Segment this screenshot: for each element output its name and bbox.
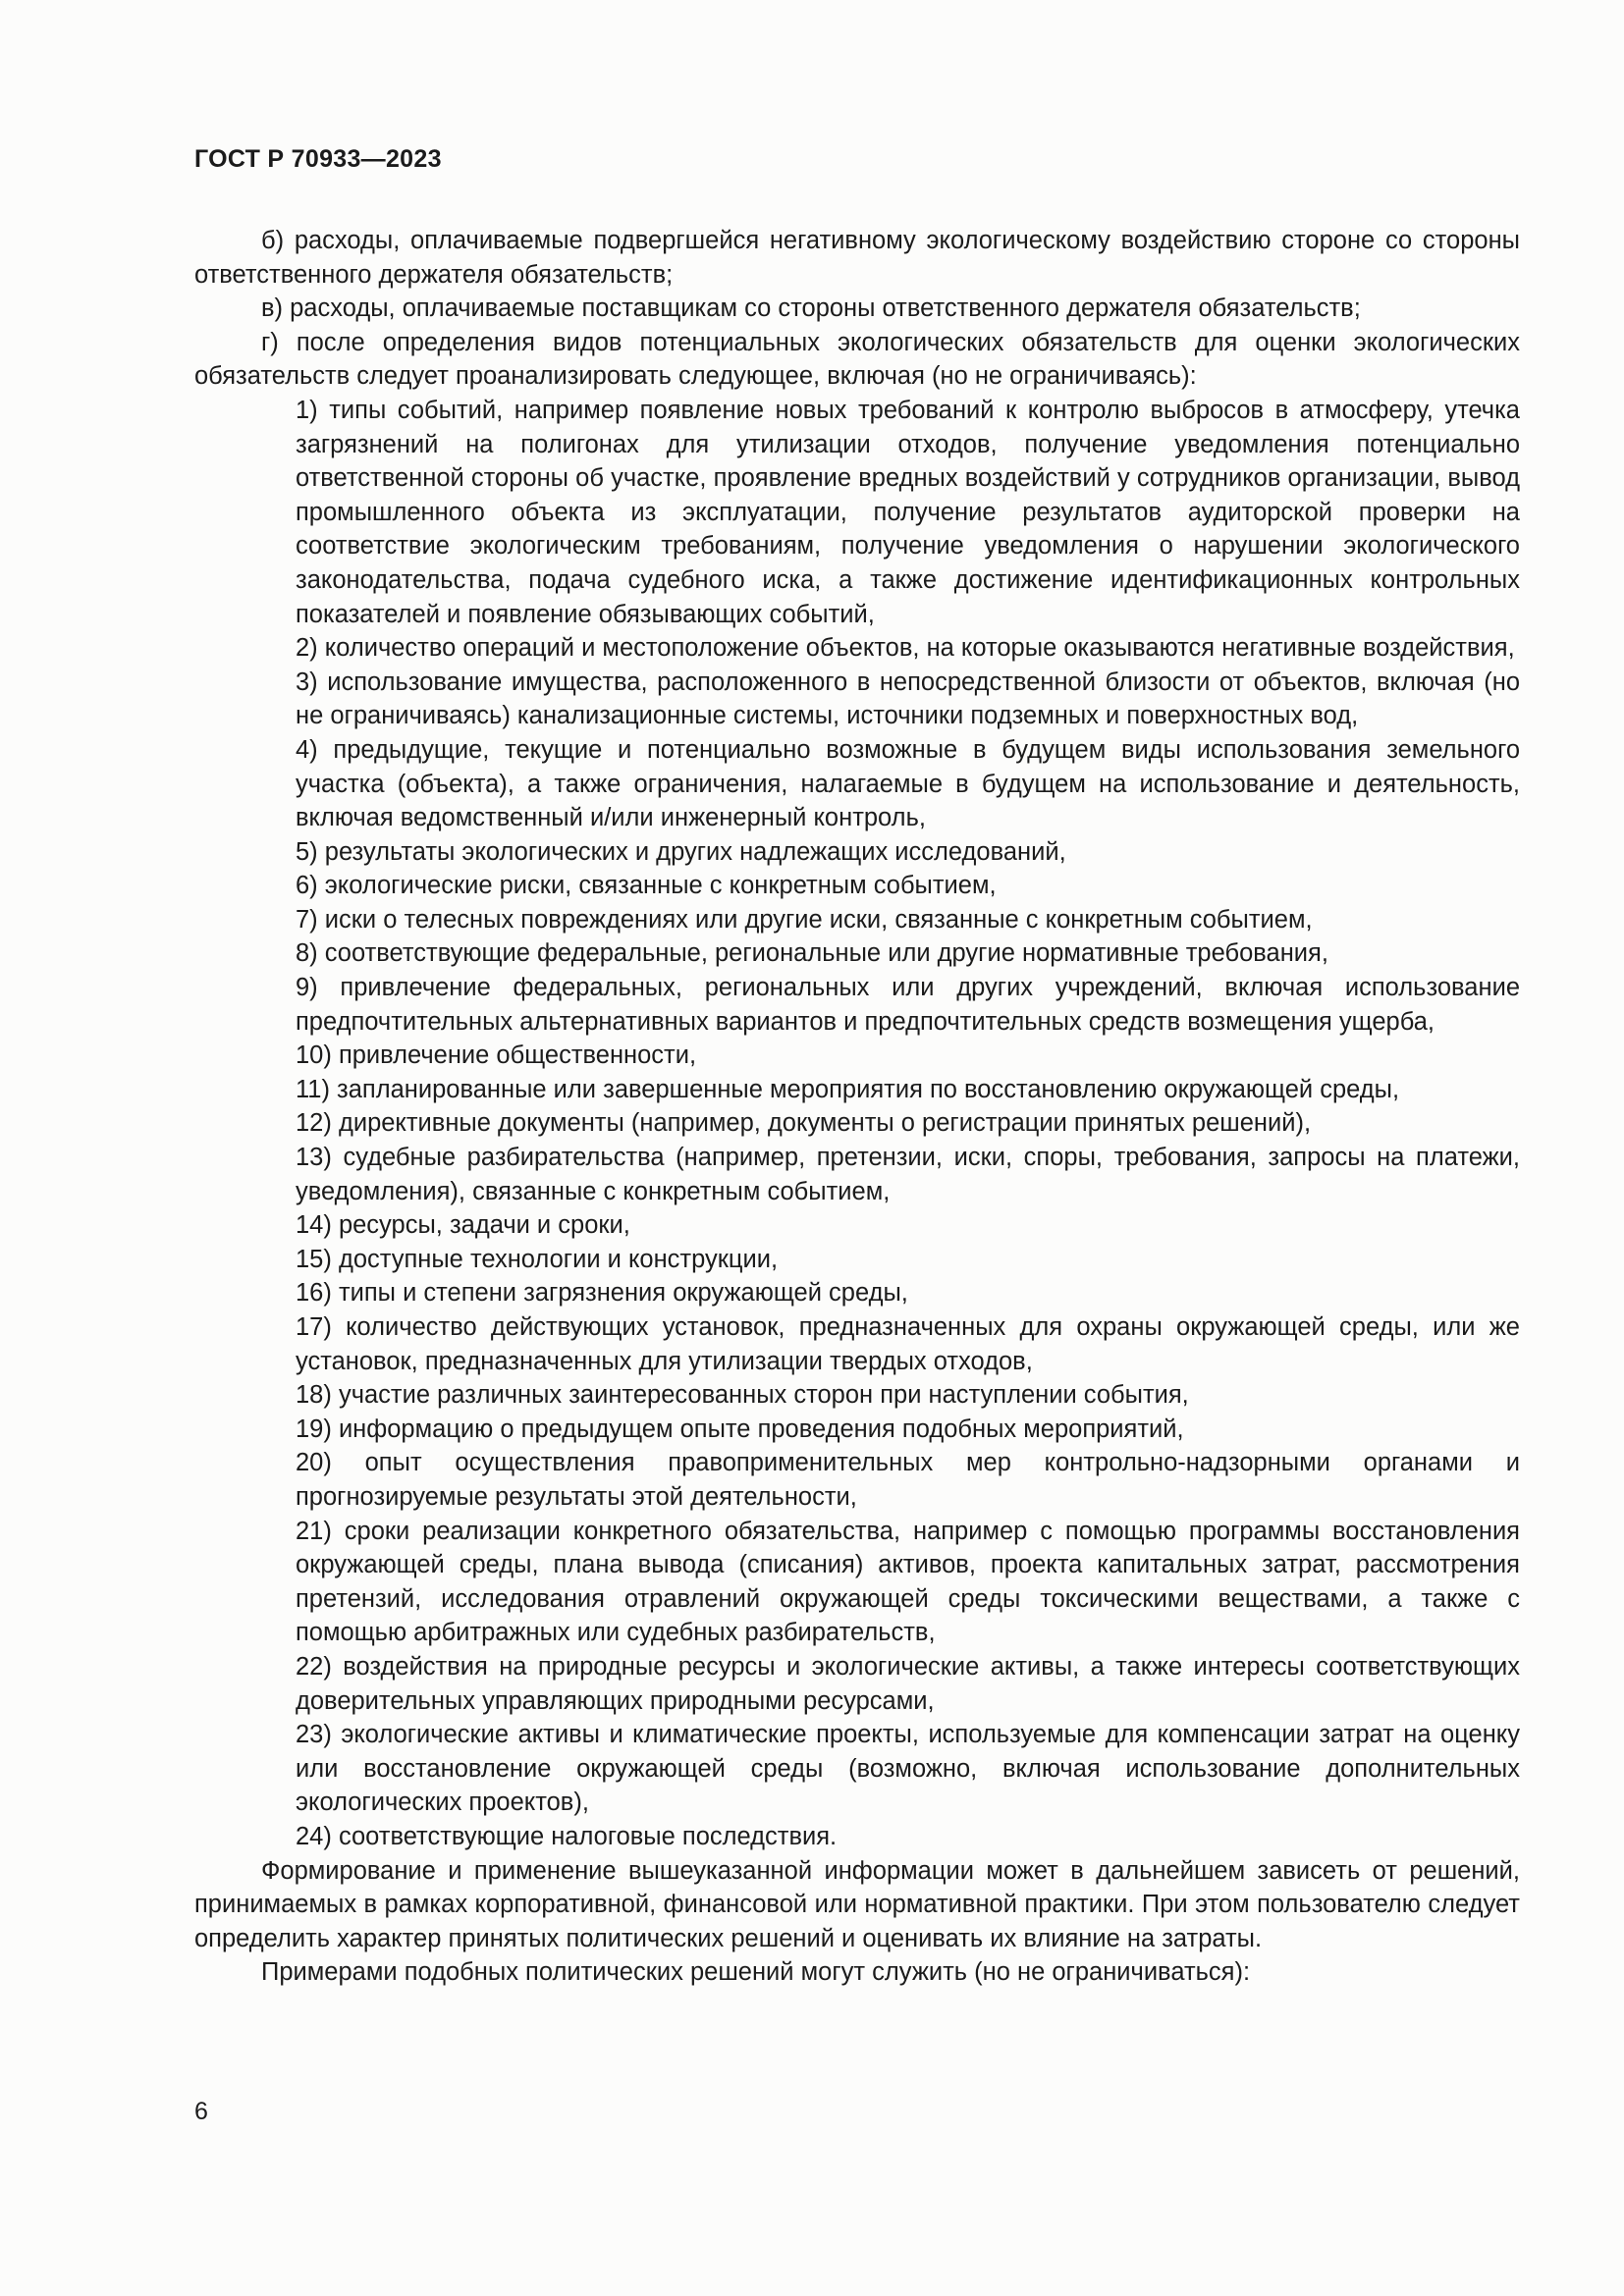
list-item: 19) информацию о предыдущем опыте проведения подобных мероприятий, (296, 1415, 1184, 1443)
list-item: 2) количество операций и местоположение объектов, на которые оказываются негативные воздействия, (296, 634, 1515, 663)
paragraph-g: г) после определения видов потенциальных экологических обязательств для оценки экологических обязательств следует проанализировать следующее, включая (но не ограничиваясь): (194, 328, 1520, 391)
list-item: 16) типы и степени загрязнения окружающей среды, (296, 1279, 908, 1308)
list-item: 6) экологические риски, связанные с конкретным событием, (296, 872, 997, 900)
paragraph-b: б) расходы, оплачиваемые подвергшейся негативному экологическому воздействию стороне со стороны ответственного держателя обязательств; (194, 227, 1520, 289)
list-item: 20) опыт осуществления правоприменительных мер контрольно-надзорными органами и прогнозируемые результаты этой деятельности, (296, 1449, 1520, 1511)
list-item: 23) экологические активы и климатические проекты, используемые для компенсации затрат на оценку или восстановление окружающей среды (возможно, включая использование дополнительных экологических проектов), (296, 1721, 1520, 1817)
list-item: 24) соответствующие налоговые последствия. (296, 1822, 838, 1850)
list-item: 5) результаты экологических и других надлежащих исследований, (296, 837, 1066, 866)
paragraph-v: в) расходы, оплачиваемые поставщикам со стороны ответственного держателя обязательств; (261, 294, 1361, 323)
list-item: 14) ресурсы, задачи и сроки, (296, 1211, 630, 1240)
document-body (194, 224, 1520, 1990)
page-number: 6 (194, 2098, 208, 2125)
list-item: 7) иски о телесных повреждениях или другие иски, связанные с конкретным событием, (296, 905, 1313, 934)
considerations-list (194, 394, 1520, 1854)
list-item: 21) сроки реализации конкретного обязательства, например с помощью программы восстановления окружающей среды, плана вывода (списания) активов, проекта капитальных затрат, рассмотрения претензий, исследования отравлений окружающей среды токсическими веществами, а также с помощью арбитражных или судебных разбирательств, (296, 1517, 1520, 1647)
list-item: 11) запланированные или завершенные мероприятия по восстановлению окружающей среды, (296, 1075, 1400, 1103)
list-item: 18) участие различных заинтересованных сторон при наступлении события, (296, 1381, 1189, 1410)
list-item: 22) воздействия на природные ресурсы и экологические активы, а также интересы соответствующих доверительных управляющих природными ресурсами, (296, 1652, 1520, 1715)
list-item: 15) доступные технологии и конструкции, (296, 1245, 779, 1273)
list-item: 3) использование имущества, расположенного в непосредственной близости от объектов, включая (но не ограничиваясь) канализационные системы, источники подземных и поверхностных вод, (296, 667, 1520, 730)
list-item: 4) предыдущие, текущие и потенциально возможные в будущем виды использования земельного участка (объекта), а также ограничения, налагаемые в будущем на использование и деятельность, включая ведомственный и/или инженерный контроль, (296, 735, 1520, 832)
list-item: 17) количество действующих установок, предназначенных для охраны окружающей среды, или же установок, предназначенных для утилизации твердых отходов, (296, 1313, 1520, 1375)
list-item: 8) соответствующие федеральные, региональные или другие нормативные требования, (296, 939, 1328, 968)
list-item: 13) судебные разбирательства (например, претензии, иски, споры, требования, запросы на платежи, уведомления), связанные с конкретным событием, (296, 1144, 1520, 1205)
list-item: 12) директивные документы (например, документы о регистрации принятых решений), (296, 1109, 1312, 1138)
document-header-title: ГОСТ Р 70933—2023 (194, 145, 442, 173)
list-item: 9) привлечение федеральных, региональных или других учреждений, включая использование предпочтительных альтернативных вариантов и предпочтительных средств возмещения ущерба, (296, 974, 1520, 1036)
paragraph-formation: Формирование и применение вышеуказанной информации может в дальнейшем зависеть от решений, принимаемых в рамках корпоративной, финансовой или нормативной практики. При этом пользователю следует определить характер принятых политических решений и оценивать их влияние на затраты. (194, 1856, 1520, 1952)
list-item: 10) привлечение общественности, (296, 1041, 697, 1070)
paragraph-examples: Примерами подобных политических решений могут служить (но не ограничиваться): (261, 1958, 1251, 1987)
list-item: 1) типы событий, например появление новых требований к контролю выбросов в атмосферу, утечка загрязнений на полигонах для утилизации отходов, получение уведомления потенциально ответственной стороны об участке, проявление вредных воздействий у сотрудников организации, вывод промышленного объекта из эксплуатации, получение результатов аудиторской проверки на соответствие экологическим требованиям, получение уведомления о нарушении экологического законодательства, подача судебного иска, а также достижение идентификационных контрольных показателей и появление обязывающих событий, (296, 396, 1520, 628)
